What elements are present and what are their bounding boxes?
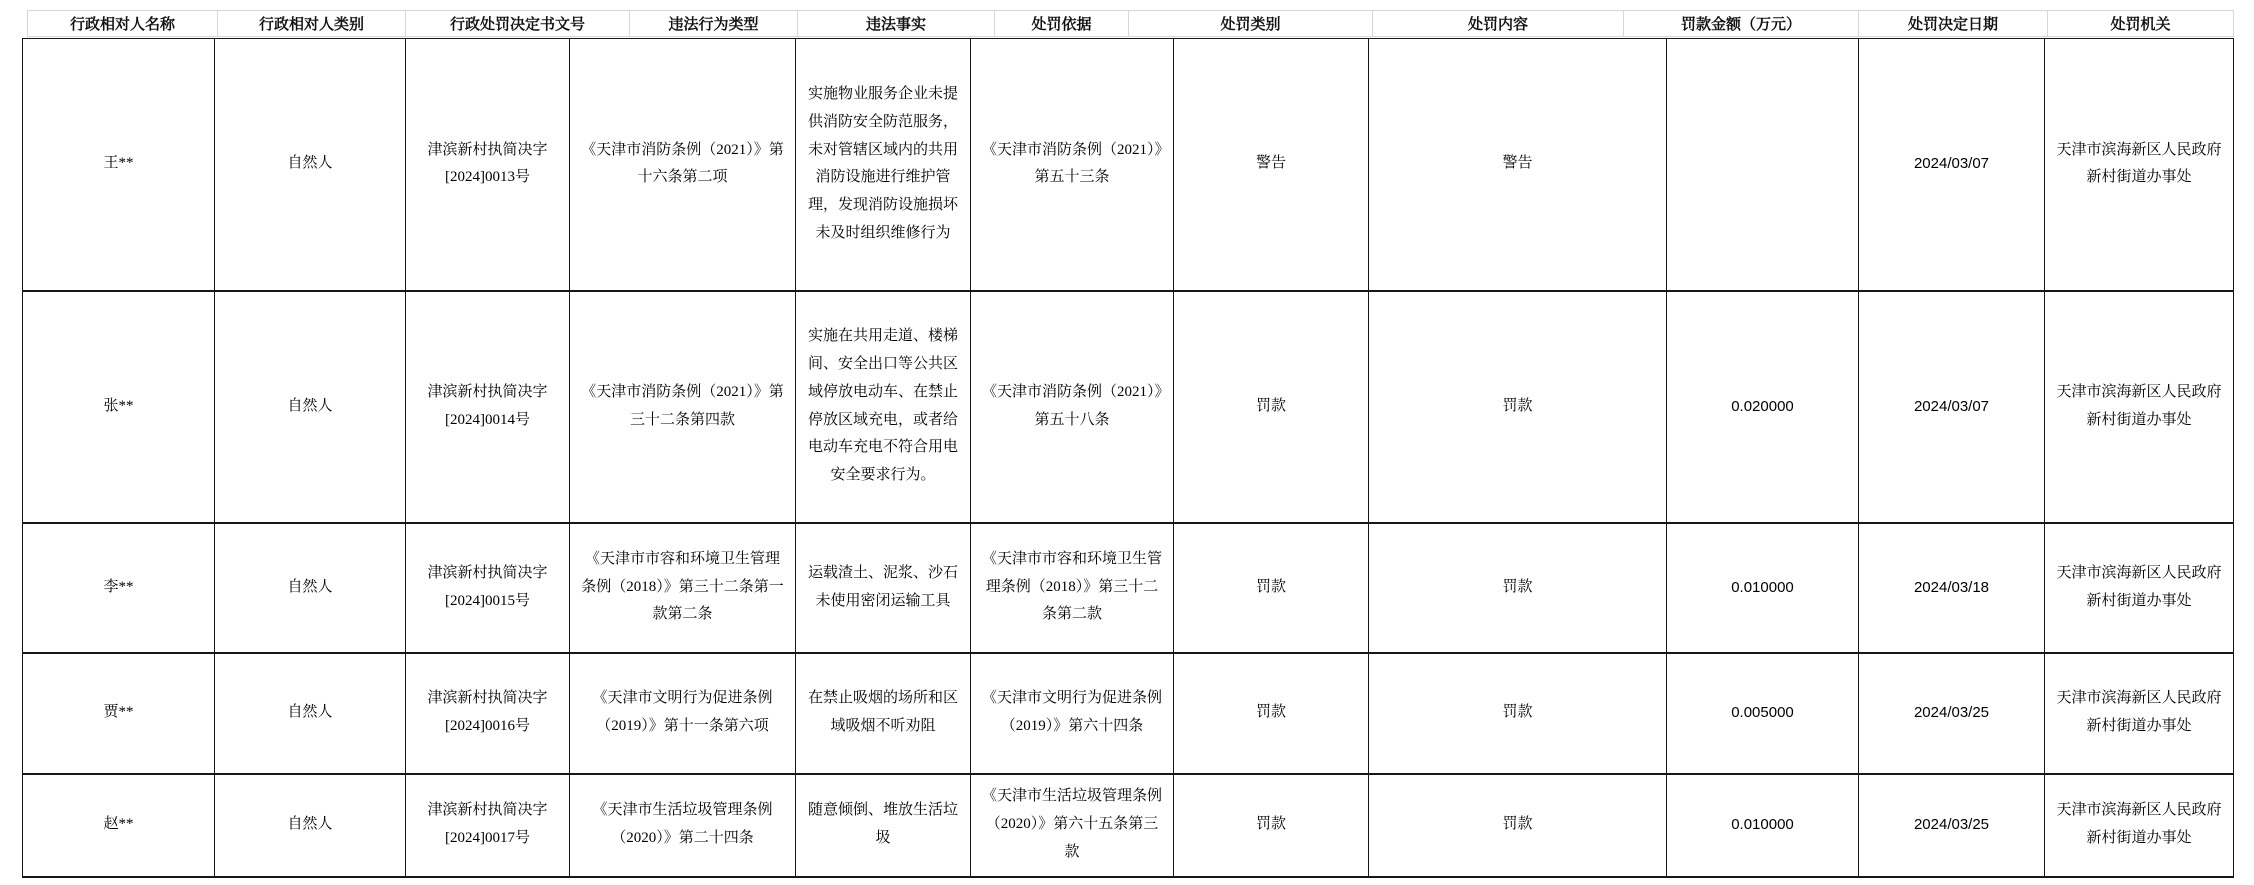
cell-violation-fact: 随意倾倒、堆放生活垃圾 <box>796 774 971 877</box>
cell-penalty-content: 罚款 <box>1369 291 1667 523</box>
cell-penalty-category: 罚款 <box>1174 653 1369 774</box>
cell-party-category: 自然人 <box>215 774 406 877</box>
cell-penalty-content: 罚款 <box>1369 523 1667 653</box>
col-header-penalty-basis: 处罚依据 <box>995 11 1129 37</box>
cell-fine-amount <box>1667 39 1859 291</box>
cell-doc-no: 津滨新村执简决字[2024]0017号 <box>406 774 570 877</box>
cell-fine-amount: 0.005000 <box>1667 653 1859 774</box>
cell-violation-fact: 实施物业服务企业未提供消防安全防范服务，未对管辖区域内的共用消防设施进行维护管理，发现消防设施损坏未及时组织维修行为 <box>796 39 971 291</box>
table-row <box>23 774 2234 877</box>
cell-doc-no: 津滨新村执简决字[2024]0013号 <box>406 39 570 291</box>
cell-authority: 天津市滨海新区人民政府新村街道办事处 <box>2045 39 2234 291</box>
cell-authority: 天津市滨海新区人民政府新村街道办事处 <box>2045 774 2234 877</box>
col-header-doc-no: 行政处罚决定书文号 <box>406 11 630 37</box>
cell-party-name: 张** <box>23 291 215 523</box>
cell-party-category: 自然人 <box>215 39 406 291</box>
cell-decision-date: 2024/03/18 <box>1859 523 2045 653</box>
col-header-decision-date: 处罚决定日期 <box>1859 11 2048 37</box>
cell-party-name: 赵** <box>23 774 215 877</box>
cell-violation-type: 《天津市市容和环境卫生管理条例（2018）》第三十二条第一款第二条 <box>570 523 796 653</box>
cell-decision-date: 2024/03/25 <box>1859 774 2045 877</box>
cell-authority: 天津市滨海新区人民政府新村街道办事处 <box>2045 653 2234 774</box>
cell-decision-date: 2024/03/07 <box>1859 39 2045 291</box>
cell-penalty-content: 罚款 <box>1369 774 1667 877</box>
cell-penalty-basis: 《天津市市容和环境卫生管理条例（2018）》第三十二条第二款 <box>971 523 1174 653</box>
col-header-penalty-category: 处罚类别 <box>1129 11 1373 37</box>
cell-penalty-category: 罚款 <box>1174 291 1369 523</box>
cell-violation-type: 《天津市消防条例（2021）》第三十二条第四款 <box>570 291 796 523</box>
table-row <box>23 653 2234 774</box>
cell-penalty-basis: 《天津市消防条例（2021）》第五十八条 <box>971 291 1174 523</box>
cell-decision-date: 2024/03/07 <box>1859 291 2045 523</box>
cell-doc-no: 津滨新村执简决字[2024]0015号 <box>406 523 570 653</box>
cell-party-category: 自然人 <box>215 291 406 523</box>
cell-penalty-content: 警告 <box>1369 39 1667 291</box>
col-header-penalty-content: 处罚内容 <box>1373 11 1624 37</box>
penalty-table-body <box>22 38 2234 878</box>
cell-party-name: 贾** <box>23 653 215 774</box>
cell-party-name: 王** <box>23 39 215 291</box>
cell-penalty-category: 罚款 <box>1174 523 1369 653</box>
cell-doc-no: 津滨新村执简决字[2024]0014号 <box>406 291 570 523</box>
cell-party-category: 自然人 <box>215 523 406 653</box>
cell-fine-amount: 0.010000 <box>1667 774 1859 877</box>
header-row <box>28 11 2234 37</box>
table-row <box>23 39 2234 291</box>
cell-penalty-content: 罚款 <box>1369 653 1667 774</box>
cell-penalty-basis: 《天津市文明行为促进条例（2019）》第六十四条 <box>971 653 1174 774</box>
cell-violation-fact: 运载渣土、泥浆、沙石未使用密闭运输工具 <box>796 523 971 653</box>
cell-violation-fact: 在禁止吸烟的场所和区域吸烟不听劝阻 <box>796 653 971 774</box>
cell-fine-amount: 0.020000 <box>1667 291 1859 523</box>
cell-party-category: 自然人 <box>215 653 406 774</box>
col-header-violation-type: 违法行为类型 <box>630 11 798 37</box>
cell-party-name: 李** <box>23 523 215 653</box>
col-header-authority: 处罚机关 <box>2048 11 2234 37</box>
cell-authority: 天津市滨海新区人民政府新村街道办事处 <box>2045 523 2234 653</box>
cell-violation-type: 《天津市文明行为促进条例（2019）》第十一条第六项 <box>570 653 796 774</box>
cell-authority: 天津市滨海新区人民政府新村街道办事处 <box>2045 291 2234 523</box>
cell-penalty-category: 警告 <box>1174 39 1369 291</box>
cell-doc-no: 津滨新村执简决字[2024]0016号 <box>406 653 570 774</box>
col-header-party-name: 行政相对人名称 <box>28 11 218 37</box>
cell-penalty-basis: 《天津市生活垃圾管理条例（2020）》第六十五条第三款 <box>971 774 1174 877</box>
table-row <box>23 291 2234 523</box>
col-header-violation-fact: 违法事实 <box>798 11 995 37</box>
penalty-table-header <box>27 10 2234 37</box>
cell-penalty-category: 罚款 <box>1174 774 1369 877</box>
cell-fine-amount: 0.010000 <box>1667 523 1859 653</box>
cell-violation-type: 《天津市生活垃圾管理条例（2020）》第二十四条 <box>570 774 796 877</box>
cell-decision-date: 2024/03/25 <box>1859 653 2045 774</box>
table-row <box>23 523 2234 653</box>
cell-violation-type: 《天津市消防条例（2021）》第十六条第二项 <box>570 39 796 291</box>
col-header-party-category: 行政相对人类别 <box>218 11 406 37</box>
cell-violation-fact: 实施在共用走道、楼梯间、安全出口等公共区域停放电动车、在禁止停放区域充电，或者给电动车充电不符合用电安全要求行为。 <box>796 291 971 523</box>
col-header-fine-amount: 罚款金额（万元） <box>1624 11 1859 37</box>
cell-penalty-basis: 《天津市消防条例（2021）》第五十三条 <box>971 39 1174 291</box>
